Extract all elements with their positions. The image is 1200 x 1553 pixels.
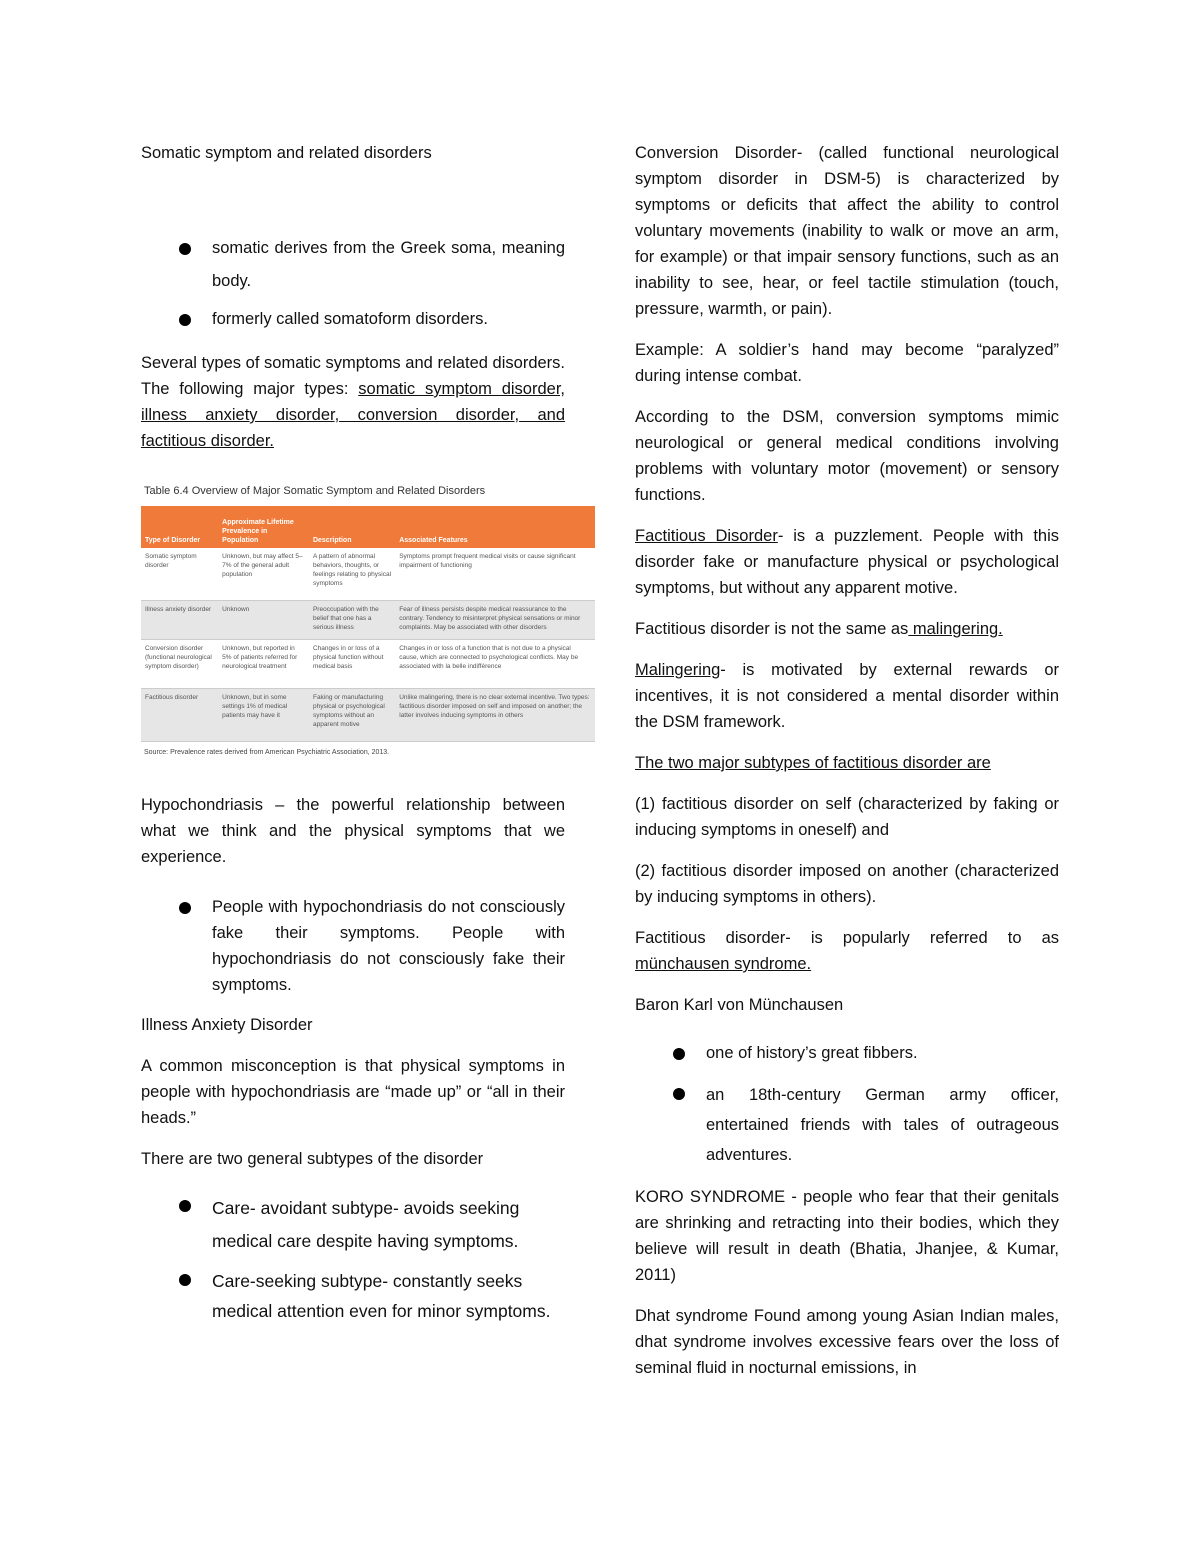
right-column bbox=[635, 140, 1059, 1396]
hypochondriasis-paragraph: Hypochondriasis – the powerful relationship between what we think and the physical symptoms that we experience. bbox=[141, 796, 565, 866]
table-cell: Preoccupation with the belief that one has a serious illness bbox=[309, 601, 395, 640]
conversion-paragraph: Conversion Disorder- (called functional neurological symptom disorder in DSM-5) is characterized by symptoms or deficits that affect the ability to control voluntary movements (inability to walk or move an arm, for example) or that impair sensory functions, such as an inability to see, hear, or feel tactile stimulation (touch, pressure, warmth, or pain). bbox=[635, 144, 1059, 318]
dhat-paragraph: Dhat syndrome Found among young Asian Indian males, dhat syndrome involves excessive fears over the loss of seminal fluid in nocturnal emissions, in bbox=[635, 1307, 1059, 1377]
table-header-cell: Approximate Lifetime Prevalence in Population bbox=[218, 506, 309, 548]
list-item: one of history’s great fibbers. bbox=[635, 1040, 1059, 1066]
table-cell: Unknown bbox=[218, 601, 309, 640]
bullet-icon bbox=[179, 314, 191, 326]
list-item: Care- avoidant subtype- avoids seeking medical care despite having symptoms. bbox=[141, 1192, 565, 1258]
list-item: People with hypochondriasis do not consciously fake their symptoms. People with hypochondriasis do not consciously fake their symptoms. bbox=[141, 894, 565, 998]
types-paragraph: Several types of somatic symptoms and related disorders. The following major types: somatic symptom disorder, illness anxiety disorder, conversion disorder, and factitious disorder. bbox=[141, 354, 565, 450]
baron-bullets bbox=[635, 1040, 1059, 1170]
table-cell: Fear of illness persists despite medical reassurance to the contrary. Tendency to misinterpret physical sensations or minor complaints. May be associated with other disorders bbox=[395, 601, 595, 640]
misconception-paragraph: A common misconception is that physical symptoms in people with hypochondriasis are “made up” or “all in their heads.” bbox=[141, 1057, 565, 1127]
baron-heading: Baron Karl von Münchausen bbox=[635, 996, 844, 1014]
table-source: Source: Prevalence rates derived from American Psychiatric Association, 2013. bbox=[144, 749, 390, 756]
munchausen-term: münchausen syndrome. bbox=[635, 955, 812, 973]
malingering-paragraph: Malingering- is motivated by external rewards or incentives, it is not considered a mental disorder within the DSM framework. bbox=[635, 661, 1059, 731]
table-row bbox=[141, 640, 595, 689]
koro-paragraph: KORO SYNDROME - people who fear that their genitals are shrinking and retracting into their bodies, which they believe will result in death (Bhatia, Jhanjee, & Kumar, 2011) bbox=[635, 1188, 1059, 1284]
table-row bbox=[141, 548, 595, 601]
table-cell: Somatic symptom disorder bbox=[141, 548, 218, 601]
bullet-icon bbox=[179, 1200, 191, 1212]
hypochondriasis-bullets bbox=[141, 894, 565, 998]
table-cell: Faking or manufacturing physical or psychological symptoms without an apparent motive bbox=[309, 689, 395, 742]
table-cell: Changes in or loss of a physical function without medical basis bbox=[309, 640, 395, 689]
list-item: somatic derives from the Greek soma, meaning body. bbox=[141, 232, 565, 298]
overview-table-figure bbox=[141, 484, 595, 758]
list-item: an 18th-century German army officer, entertained friends with tales of outrageous adventures. bbox=[635, 1080, 1059, 1170]
overview-table bbox=[141, 506, 595, 742]
list-item: Care-seeking subtype- constantly seeks medical attention even for minor symptoms. bbox=[141, 1266, 565, 1326]
malingering-term: Malingering bbox=[635, 661, 721, 679]
table-cell: Symptoms prompt frequent medical visits or cause significant impairment of functioning bbox=[395, 548, 595, 601]
table-cell: Changes in or loss of a function that is not due to a physical cause, which are connected to psychological conflicts. May be associated with la belle indifférence bbox=[395, 640, 595, 689]
types-list: somatic symptom disorder, illness anxiety disorder, conversion disorder, and factitious disorder. bbox=[141, 380, 565, 450]
table-cell: Unknown, but may affect 5–7% of the general adult population bbox=[218, 548, 309, 601]
table-header-row bbox=[141, 506, 595, 548]
example-paragraph: Example: A soldier’s hand may become “paralyzed” during intense combat. bbox=[635, 341, 1059, 385]
bullet-icon bbox=[179, 1274, 191, 1286]
table-cell: Unknown, but reported in 5% of patients referred for neurological treatment bbox=[218, 640, 309, 689]
section-heading: Somatic symptom and related disorders bbox=[141, 144, 432, 162]
subtype-2: (2) factitious disorder imposed on another (characterized by inducing symptoms in others). bbox=[635, 862, 1059, 906]
subtype-1: (1) factitious disorder on self (characterized by faking or inducing symptoms in oneself) and bbox=[635, 795, 1059, 839]
subtypes-intro: There are two general subtypes of the disorder bbox=[141, 1150, 484, 1168]
table-header-cell: Type of Disorder bbox=[141, 506, 218, 548]
iad-heading: Illness Anxiety Disorder bbox=[141, 1016, 313, 1034]
table-cell: Unknown, but in some settings 1% of medical patients may have it bbox=[218, 689, 309, 742]
left-column bbox=[141, 140, 590, 1340]
table-cell: Conversion disorder (functional neurological symptom disorder) bbox=[141, 640, 218, 689]
bullet-icon bbox=[673, 1088, 685, 1100]
bullet-icon bbox=[179, 902, 191, 914]
table-cell: A pattern of abnormal behaviors, thoughts, or feelings relating to physical symptoms bbox=[309, 548, 395, 601]
subtypes-heading: The two major subtypes of factitious disorder are bbox=[635, 754, 991, 772]
bullet-icon bbox=[673, 1048, 685, 1060]
dsm-paragraph: According to the DSM, conversion symptoms mimic neurological or general medical conditions involving problems with voluntary motor (movement) or sensory functions. bbox=[635, 408, 1059, 504]
table-row bbox=[141, 601, 595, 640]
munchausen-paragraph: Factitious disorder- is popularly referred to as münchausen syndrome. bbox=[635, 929, 1059, 973]
subtype-bullets bbox=[141, 1192, 565, 1326]
table-caption: Table 6.4 Overview of Major Somatic Symptom and Related Disorders bbox=[144, 485, 486, 497]
factitious-paragraph: Factitious Disorder- is a puzzlement. People with this disorder fake or manufacture physical or psychological symptoms, but without any apparent motive. bbox=[635, 527, 1060, 597]
soma-bullets bbox=[141, 232, 565, 332]
list-item: formerly called somatoform disorders. bbox=[141, 306, 565, 332]
bullet-icon bbox=[179, 243, 191, 255]
malingering-link-term: malingering. bbox=[908, 620, 1003, 638]
not-same-paragraph: Factitious disorder is not the same as malingering. bbox=[635, 620, 1003, 638]
table-cell: Illness anxiety disorder bbox=[141, 601, 218, 640]
table-cell: Factitious disorder bbox=[141, 689, 218, 742]
table-row bbox=[141, 689, 595, 742]
table-cell: Unlike malingering, there is no clear external incentive. Two types: factitious disorder imposed on self and imposed on another; the latter involves inducing symptoms in others bbox=[395, 689, 595, 742]
table-header-cell: Associated Features bbox=[395, 506, 595, 548]
factitious-term: Factitious Disorder bbox=[635, 527, 778, 545]
table-header-cell: Description bbox=[309, 506, 395, 548]
